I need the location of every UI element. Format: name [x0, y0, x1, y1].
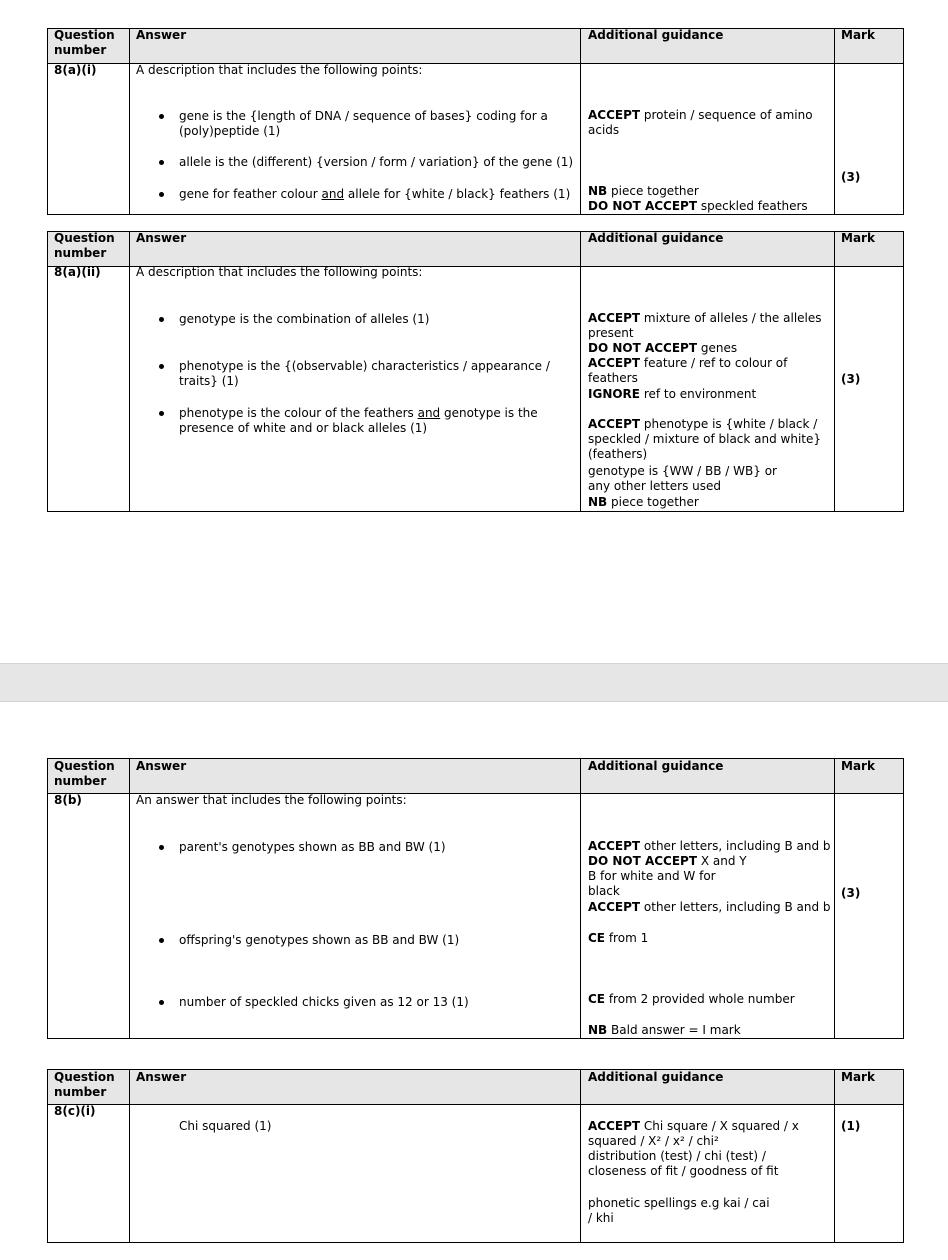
header-answer: Answer [136, 759, 187, 773]
bullet-icon [159, 411, 164, 416]
bullet-icon [159, 160, 164, 165]
guidance-item: genotype is {WW / BB / WB} or any other letters used [588, 464, 777, 493]
answer-intro: A description that includes the following points: [136, 265, 423, 279]
guidance-item: CE from 2 provided whole number [588, 992, 795, 1006]
guidance-item: B for white and W for black [588, 869, 716, 898]
mark-value: (3) [841, 372, 861, 386]
answer-intro: An answer that includes the following points: [136, 793, 407, 807]
answer-point: phenotype is the colour of the feathers and genotype is the presence of white and or black alleles (1) [179, 406, 538, 435]
guidance-item: ACCEPT Chi square / X squared / x squared / X² / x² / chi² distribution (test) / chi (test) / closeness of fit / goodness of fit [588, 1119, 799, 1178]
header-answer: Answer [136, 28, 187, 42]
page-break-separator [0, 663, 948, 702]
guidance-item: NB piece together [588, 184, 699, 198]
answer-point: parent's genotypes shown as BB and BW (1) [179, 840, 446, 854]
guidance-item: phonetic spellings e.g kai / cai / khi [588, 1196, 770, 1225]
answer-point: phenotype is the {(observable) characteristics / appearance / traits} (1) [179, 359, 550, 388]
guidance-item: ACCEPT mixture of alleles / the alleles present [588, 311, 822, 340]
question-number: 8(a)(ii) [54, 265, 101, 279]
guidance-item: CE from 1 [588, 931, 649, 945]
answer-point: genotype is the combination of alleles (1) [179, 312, 430, 326]
header-mark: Mark [841, 1070, 875, 1084]
header-question-number: Question number [54, 1070, 115, 1099]
answer-point: Chi squared (1) [179, 1119, 272, 1133]
bullet-icon [159, 192, 164, 197]
bullet-icon [159, 1000, 164, 1005]
answer-point: number of speckled chicks given as 12 or 13 (1) [179, 995, 469, 1009]
header-guidance: Additional guidance [588, 231, 724, 245]
guidance-item: ACCEPT other letters, including B and b [588, 839, 831, 853]
question-number: 8(a)(i) [54, 63, 97, 77]
guidance-item: DO NOT ACCEPT X and Y [588, 854, 747, 868]
guidance-item: NB piece together [588, 495, 699, 509]
header-mark: Mark [841, 28, 875, 42]
guidance-item: DO NOT ACCEPT genes [588, 341, 738, 355]
header-guidance: Additional guidance [588, 28, 724, 42]
bullet-icon [159, 317, 164, 322]
bullet-icon [159, 938, 164, 943]
mark-value: (3) [841, 170, 861, 184]
guidance-item: ACCEPT protein / sequence of amino acids [588, 108, 813, 137]
header-question-number: Question number [54, 759, 115, 788]
mark-value: (1) [841, 1119, 861, 1133]
header-answer: Answer [136, 1070, 187, 1084]
bullet-icon [159, 845, 164, 850]
answer-point: gene is the {length of DNA / sequence of bases} coding for a (poly)peptide (1) [179, 109, 548, 138]
bullet-icon [159, 114, 164, 119]
guidance-item: ACCEPT other letters, including B and b [588, 900, 831, 914]
guidance-item: ACCEPT feature / ref to colour of feathers [588, 356, 788, 385]
guidance-item: IGNORE ref to environment [588, 387, 757, 401]
header-question-number: Question number [54, 231, 115, 260]
header-question-number: Question number [54, 28, 115, 57]
guidance-item: DO NOT ACCEPT speckled feathers [588, 199, 808, 213]
mark-value: (3) [841, 886, 861, 900]
answer-point: offspring's genotypes shown as BB and BW (1) [179, 933, 460, 947]
answer-intro: A description that includes the following points: [136, 63, 423, 77]
header-mark: Mark [841, 231, 875, 245]
guidance-item: ACCEPT phenotype is {white / black / speckled / mixture of black and white} (feathers) [588, 417, 822, 461]
question-number: 8(c)(i) [54, 1104, 96, 1118]
header-mark: Mark [841, 759, 875, 773]
guidance-item: NB Bald answer = I mark [588, 1023, 741, 1037]
header-guidance: Additional guidance [588, 759, 724, 773]
answer-point: allele is the (different) {version / form / variation} of the gene (1) [179, 155, 574, 169]
header-answer: Answer [136, 231, 187, 245]
answer-point: gene for feather colour and allele for {white / black} feathers (1) [179, 187, 571, 201]
bullet-icon [159, 364, 164, 369]
question-number: 8(b) [54, 793, 82, 807]
header-guidance: Additional guidance [588, 1070, 724, 1084]
